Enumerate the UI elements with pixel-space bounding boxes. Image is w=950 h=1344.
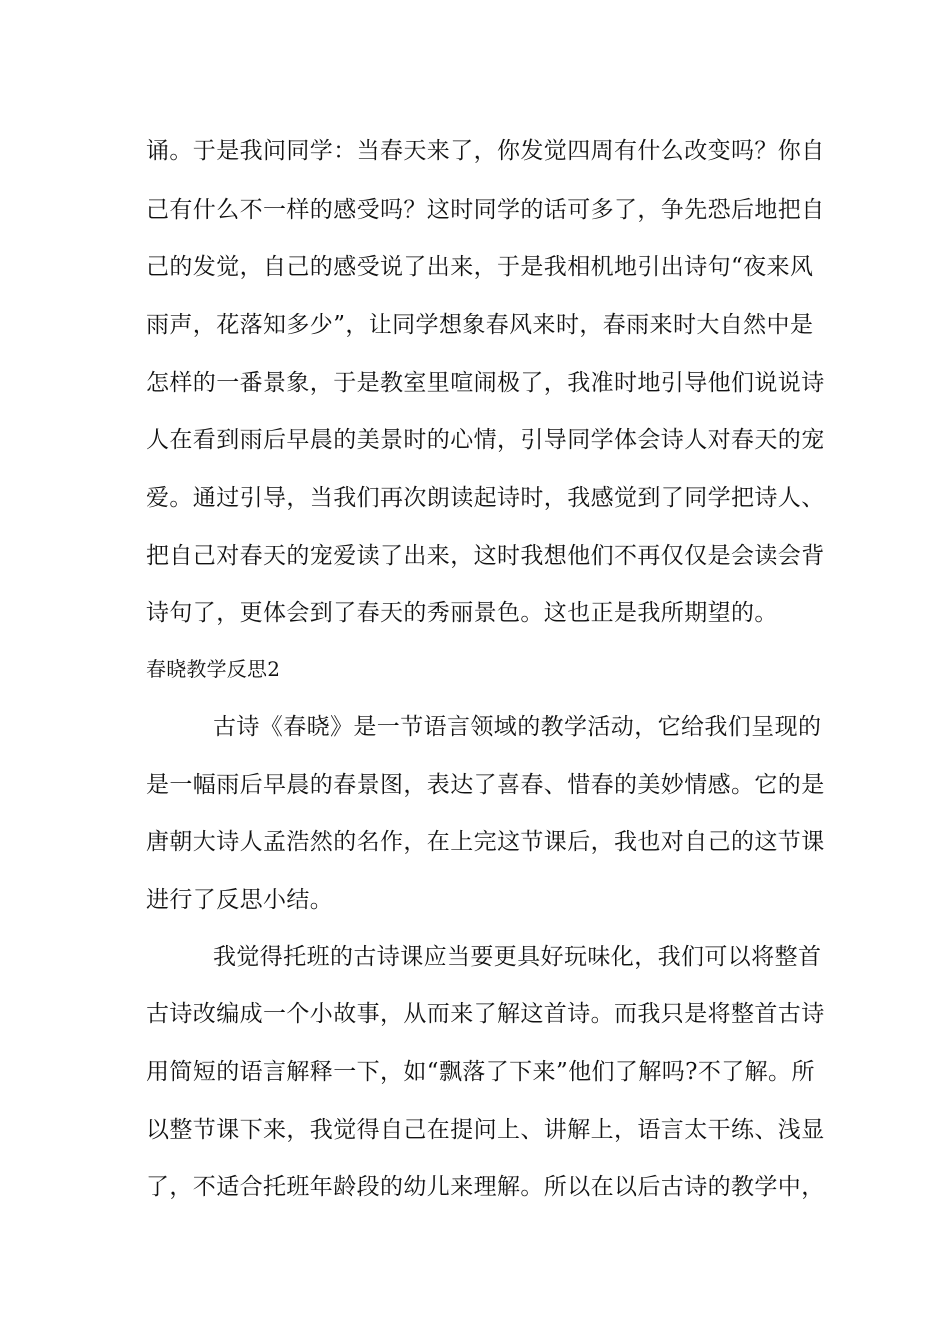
paragraph-3-line-1: 我觉得托班的古诗课应当要更具好玩味化，我们可以将整首 (213, 944, 822, 970)
paragraph-2-line-4: 进行了反思小结。 (146, 887, 334, 913)
paragraph-1-line-6: 人在看到雨后早晨的美景时的心情，引导同学体会诗人对春天的宠 (146, 427, 825, 453)
paragraph-1-line-1: 诵。于是我问同学：当春天来了，你发觉四周有什么改变吗？你自 (146, 138, 825, 164)
paragraph-1-line-8: 把自己对春天的宠爱读了出来，这时我想他们不再仅仅是会读会背 (146, 543, 825, 569)
paragraph-1-line-3: 己的发觉，自己的感受说了出来，于是我相机地引出诗句“夜来风 (146, 254, 814, 280)
section-heading: 春晓教学反思2 (146, 657, 281, 681)
paragraph-2-line-3: 唐朝大诗人孟浩然的名作，在上完这节课后，我也对自己的这节课 (146, 829, 825, 855)
paragraph-1-line-5: 怎样的一番景象，于是教室里喧闹极了，我准时地引导他们说说诗 (146, 370, 825, 396)
paragraph-3-line-5: 了，不适合托班年龄段的幼儿来理解。所以在以后古诗的教学中， (146, 1174, 825, 1200)
paragraph-2-line-2: 是一幅雨后早晨的春景图，表达了喜春、惜春的美妙情感。它的是 (146, 772, 825, 798)
paragraph-3-line-3: 用简短的语言解释一下，如“飘落了下来”他们了解吗?不了解。所 (146, 1059, 815, 1085)
paragraph-2-line-1: 古诗《春晓》是一节语言领域的教学活动，它给我们呈现的 (213, 714, 822, 740)
paragraph-1-line-7: 爱。通过引导，当我们再次朗读起诗时，我感觉到了同学把诗人、 (146, 485, 825, 511)
paragraph-3-line-4: 以整节课下来，我觉得自己在提问上、讲解上，语言太干练、浅显 (146, 1117, 825, 1143)
paragraph-1-line-9: 诗句了，更体会到了春天的秀丽景色。这也正是我所期望的。 (146, 600, 778, 626)
paragraph-3-line-2: 古诗改编成一个小故事，从而来了解这首诗。而我只是将整首古诗 (146, 1001, 825, 1027)
paragraph-1-line-2: 己有什么不一样的感受吗？这时同学的话可多了，争先恐后地把自 (146, 197, 825, 223)
paragraph-1-line-4: 雨声，花落知多少”，让同学想象春风来时，春雨来时大自然中是 (146, 312, 814, 338)
